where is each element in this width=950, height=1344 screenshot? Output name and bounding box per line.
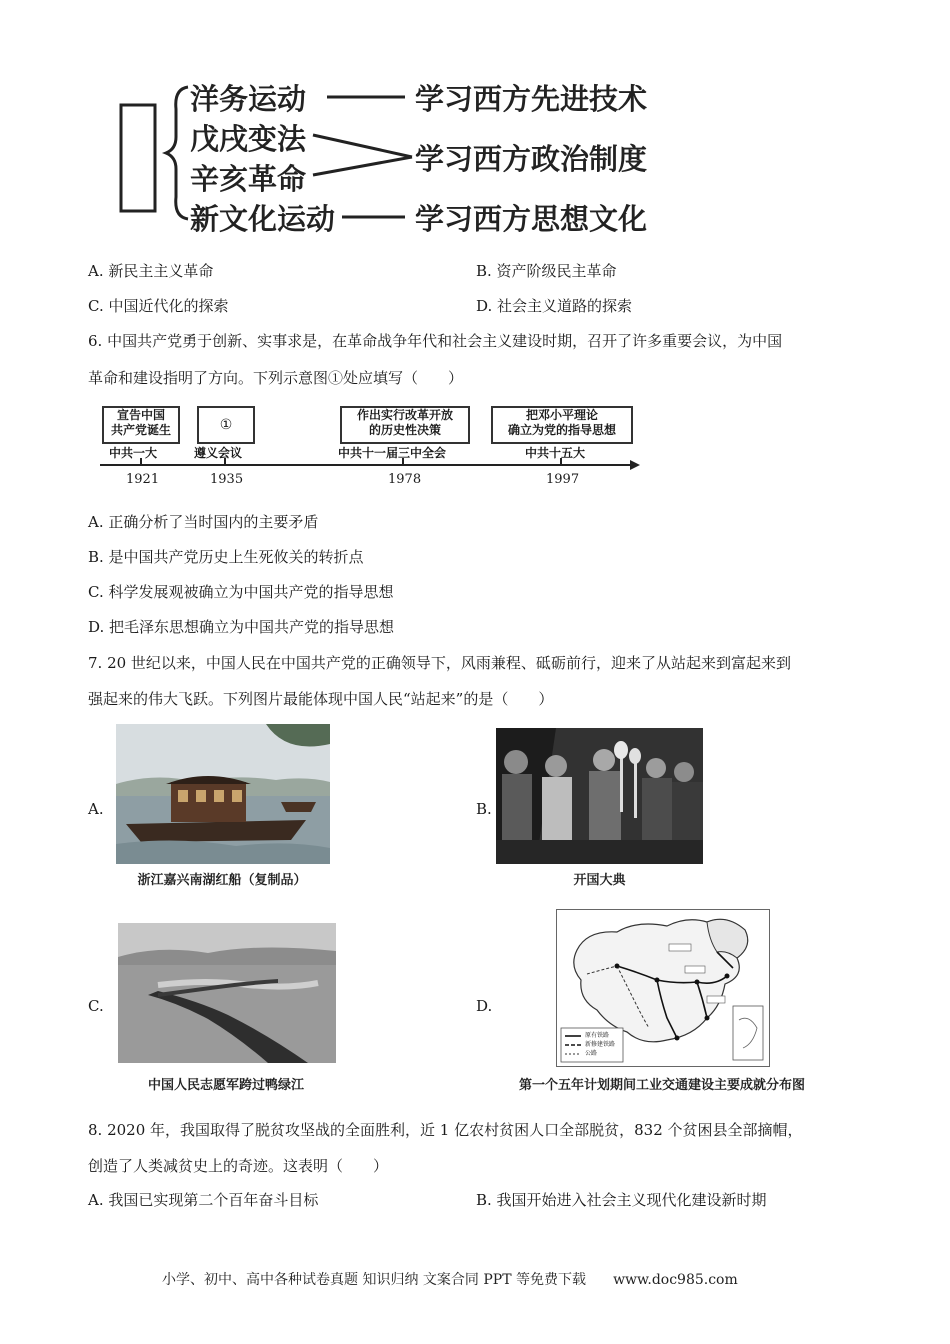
timeline-box-1: 宣告中国 共产党诞生 bbox=[102, 406, 180, 444]
line-2 bbox=[313, 135, 412, 157]
red-boat-caption: 浙江嘉兴南湖红船（复制品） bbox=[137, 873, 307, 888]
q7-stem-line1: 7. 20 世纪以来，中国人民在中国共产党的正确领导下，风雨兼程、砥砺前行，迎来了从站起来到富起来到 bbox=[88, 654, 791, 672]
q7-stem-line2: 强起来的伟大飞跃。下列图片最能体现中国人民“站起来”的是（ ） bbox=[88, 690, 554, 708]
q6-option-a[interactable]: A. 正确分析了当时国内的主要矛盾 bbox=[88, 513, 319, 531]
q7-option-b-letter[interactable]: B. bbox=[476, 800, 492, 818]
map-legend-1: 原有铁路 bbox=[585, 1032, 610, 1039]
right-item-3: 学习西方思想文化 bbox=[415, 202, 648, 236]
line-3 bbox=[313, 157, 412, 175]
yalu-river-photo[interactable] bbox=[118, 923, 336, 1063]
map-legend-3: 公路 bbox=[585, 1050, 598, 1057]
q6-stem-line2: 革命和建设指明了方向。下列示意图①处应填写（ ） bbox=[88, 369, 464, 387]
q7-option-a-letter[interactable]: A. bbox=[88, 800, 104, 818]
timeline-year-2: 1935 bbox=[210, 472, 244, 487]
yalu-river-caption: 中国人民志愿军跨过鸭绿江 bbox=[147, 1078, 304, 1093]
q6-stem-line1: 6. 中国共产党勇于创新、实事求是，在革命战争年代和社会主义建设时期，召开了许多重要会议，为中国 bbox=[88, 332, 783, 350]
timeline-box-3: 作出实行改革开放 的历史性决策 bbox=[340, 406, 470, 444]
right-item-1: 学习西方先进技术 bbox=[415, 82, 648, 116]
q6-timeline bbox=[95, 402, 645, 492]
timeline-year-1: 1921 bbox=[126, 472, 160, 487]
q7-option-c-letter[interactable]: C. bbox=[88, 997, 104, 1015]
founding-ceremony-caption: 开国大典 bbox=[573, 873, 626, 888]
timeline-arrow-icon bbox=[630, 460, 640, 470]
q8-option-a[interactable]: A. 我国已实现第二个百年奋斗目标 bbox=[88, 1191, 319, 1209]
timeline-label-1: 中共一大 bbox=[109, 446, 158, 460]
q6-option-b[interactable]: B. 是中国共产党历史上生死攸关的转折点 bbox=[88, 548, 364, 566]
founding-ceremony-photo[interactable] bbox=[496, 728, 703, 864]
timeline-label-2: 遵义会议 bbox=[194, 446, 243, 460]
q5-option-a[interactable]: A. 新民主主义革命 bbox=[88, 262, 214, 280]
q5-option-c[interactable]: C. 中国近代化的探索 bbox=[88, 297, 229, 315]
q8-option-b[interactable]: B. 我国开始进入社会主义现代化建设新时期 bbox=[476, 1191, 767, 1209]
left-item-3: 辛亥革命 bbox=[190, 162, 307, 196]
q5-option-d[interactable]: D. 社会主义道路的探索 bbox=[476, 297, 633, 315]
curly-brace bbox=[166, 87, 188, 219]
five-year-plan-map-caption: 第一个五年计划期间工业交通建设主要成就分布图 bbox=[518, 1078, 805, 1093]
q6-option-c[interactable]: C. 科学发展观被确立为中国共产党的指导思想 bbox=[88, 583, 394, 601]
footer-url[interactable]: www.doc985.com bbox=[613, 1272, 738, 1288]
right-item-2: 学习西方政治制度 bbox=[415, 142, 648, 176]
timeline-box-2: ① bbox=[197, 406, 255, 444]
left-item-2: 戊戌变法 bbox=[190, 122, 307, 156]
blank-box bbox=[121, 105, 155, 211]
q8-stem-line2: 创造了人类减贫史上的奇迹。这表明（ ） bbox=[88, 1157, 389, 1175]
map-legend-2: 新修建铁路 bbox=[585, 1041, 616, 1048]
q6-option-d[interactable]: D. 把毛泽东思想确立为中国共产党的指导思想 bbox=[88, 618, 395, 636]
footer bbox=[162, 1269, 802, 1289]
left-item-1: 洋务运动 bbox=[190, 82, 307, 116]
five-year-plan-map[interactable] bbox=[556, 909, 770, 1067]
footer-text: 小学、初中、高中各种试卷真题 知识归纳 文案合同 PPT 等免费下载 bbox=[162, 1272, 586, 1288]
q8-stem-line1: 8. 2020 年，我国取得了脱贫攻坚战的全面胜利，近 1 亿农村贫困人口全部脱贫，832 个贫困县全部摘帽， bbox=[88, 1121, 803, 1139]
top-figure bbox=[110, 75, 680, 240]
red-boat-photo[interactable] bbox=[116, 724, 330, 864]
left-item-4: 新文化运动 bbox=[190, 202, 336, 236]
timeline-year-3: 1978 bbox=[388, 472, 422, 487]
timeline-label-3: 中共十一届三中全会 bbox=[338, 446, 447, 460]
q5-option-b[interactable]: B. 资产阶级民主革命 bbox=[476, 262, 617, 280]
timeline-box-4: 把邓小平理论 确立为党的指导思想 bbox=[491, 406, 633, 444]
timeline-label-4: 中共十五大 bbox=[525, 446, 586, 460]
timeline-year-4: 1997 bbox=[546, 472, 580, 487]
q7-option-d-letter[interactable]: D. bbox=[476, 997, 493, 1015]
